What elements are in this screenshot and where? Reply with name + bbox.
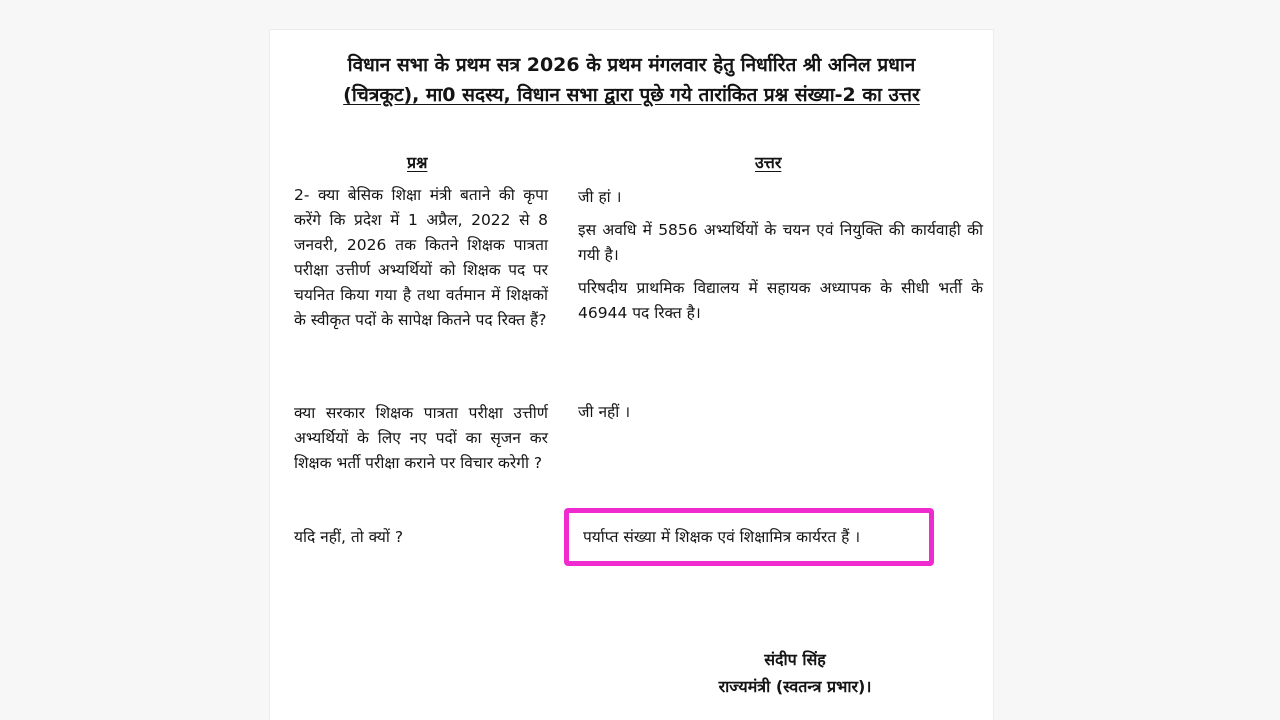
title-line-1: विधान सभा के प्रथम सत्र 2026 के प्रथम मंगलवार हेतु निर्धारित श्री अनिल प्रधान	[347, 54, 916, 76]
answer-2: इस अवधि में 5856 अभ्यर्थियों के चयन एवं नियुक्ति की कार्यवाही की गयी है।	[578, 221, 983, 264]
question-3: यदि नहीं, तो क्यों ?	[294, 528, 404, 546]
signatory-name: संदीप सिंह	[764, 650, 826, 669]
question-1: 2- क्या बेसिक शिक्षा मंत्री बताने की कृपा करेंगे कि प्रदेश में 1 अप्रैल, 2022 से 8 जनवरी, 2026 तक कितने शिक्षक पात्रता परीक्षा उत्तीर्ण अभ्यर्थियों को शिक्षक पद पर चयनित किया गया है तथा वर्तमान में शिक्षकों के स्वीकृत पदों के सापेक्ष कितने पद रिक्त हैं?	[294, 186, 548, 329]
question-2: क्या सरकार शिक्षक पात्रता परीक्षा उत्तीर्ण अभ्यर्थियों के लिए नए पदों का सृजन कर शिक्षक भर्ती परीक्षा कराने पर विचार करेगी ?	[294, 404, 548, 472]
answer-block-1	[578, 185, 983, 334]
answer-3: परिषदीय प्राथमिक विद्यालय में सहायक अध्यापक के सीधी भर्ती के 46944 पद रिक्त है।	[578, 279, 983, 322]
signatory-designation: राज्यमंत्री (स्वतन्त्र प्रभार)।	[718, 677, 872, 696]
question-heading: प्रश्न	[407, 153, 428, 172]
document-title	[270, 50, 993, 110]
title-line-2: (चित्रकूट), मा0 सदस्य, विधान सभा द्वारा पूछे गये तारांकित प्रश्न संख्या-2 का उत्तर	[343, 84, 920, 106]
highlight-box	[564, 508, 934, 566]
document-page	[270, 30, 993, 720]
answer-5: पर्याप्त संख्या में शिक्षक एवं शिक्षामित्र कार्यरत हैं ।	[583, 528, 861, 546]
signature-block	[670, 646, 920, 700]
answer-1: जी हां ।	[578, 188, 622, 206]
answer-4: जी नहीं ।	[578, 403, 631, 421]
answer-heading: उत्तर	[755, 153, 782, 172]
